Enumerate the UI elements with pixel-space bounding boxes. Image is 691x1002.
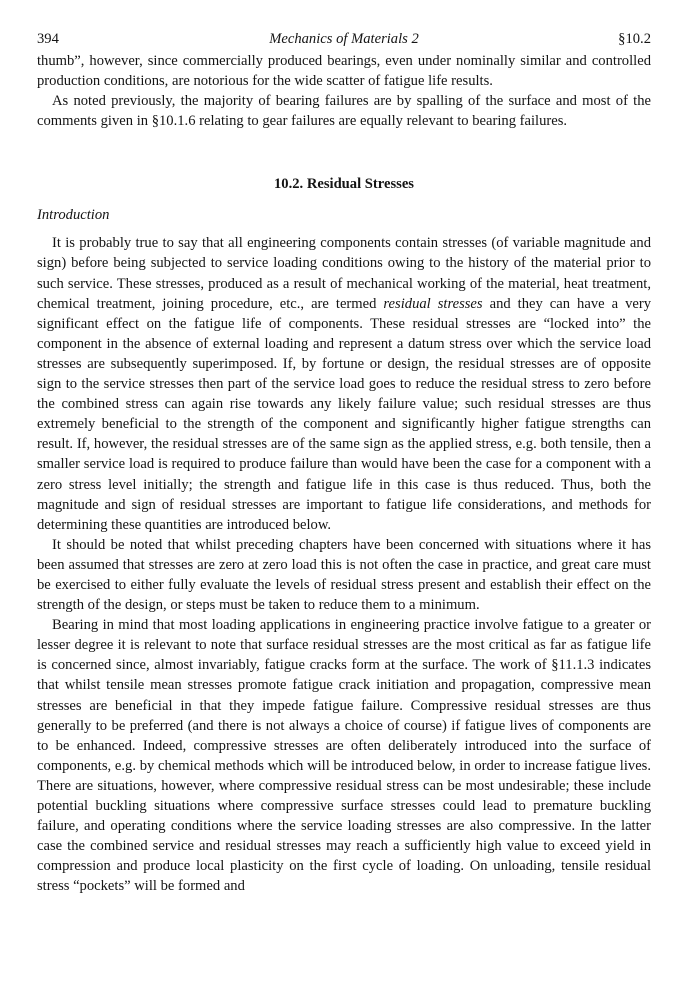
continued-paragraph: thumb”, however, since commercially produced bearings, even under nominally similar and controlled production conditions, are notorious for the wide scatter of fatigue life results. bbox=[37, 53, 651, 90]
body-paragraph: As noted previously, the majority of bearing failures are by spalling of the surface and most of the comments given in §10.1.6 relating to gear failures are equally relevant to bearing failures. bbox=[37, 93, 651, 130]
paragraph-text: It is probably true to say that all engineering components contain stresses (of variable magnitude and sign) before being subjected to service loading conditions owing to the history of the material prior to such service. These stresses, produced as a result of mechanical working of the material, heat treatment, chemical treatment, joining procedure, etc., are termed bbox=[37, 235, 651, 312]
subsection-heading: Introduction bbox=[37, 207, 110, 224]
body-paragraph bbox=[37, 233, 651, 534]
paragraph-text: and they can have a very significant effect on the fatigue life of components. These residual stresses are “locked into” the component in the absence of external loading and represent a datum stress over which the service load stresses are subsequently superimposed. If, by fortune or design, the residual stresses are of opposite sign to the service stresses then part of the service load goes to reduce the residual stress to zero before the combined stress can again rise towards any likely failure value; such residual stresses are thus extremely beneficial to the strength of the component and significantly higher fatigue strengths can result. If, however, the residual stresses are of the same sign as the applied stress, e.g. both tensile, then a smaller service load is required to produce failure than would have been the case for a component with a zero stress level initially; the strength and fatigue life in this case is thus reduced. Thus, both the magnitude and sign of residual stresses are important to fatigue life considerations, and methods for determining these quantities are introduced below. bbox=[37, 295, 652, 533]
body-paragraph bbox=[37, 535, 651, 615]
book-title: Mechanics of Materials 2 bbox=[269, 31, 419, 47]
emphasized-term: residual stresses bbox=[383, 295, 483, 312]
section-reference: §10.2 bbox=[618, 31, 651, 47]
section-body bbox=[37, 233, 651, 896]
section-heading: 10.2. Residual Stresses bbox=[273, 176, 414, 193]
paragraph-text: It should be noted that whilst preceding chapters have been concerned with situations where it has been assumed that stresses are zero at zero load this is not often the case in practice, and great care must be exercised to either fully evaluate the levels of residual stress present and establish their effect on the strength of the design, or steps must be taken to reduce them to a minimum. bbox=[37, 536, 651, 614]
page-number: 394 bbox=[37, 31, 59, 47]
paragraph-text: Bearing in mind that most loading applications in engineering practice involve fatigue to a greater or lesser degree it is relevant to note that surface residual stresses are the most critical as far as fatigue life is concerned since, almost invariably, fatigue cracks form at the surface. The work of §11.1.3 indicates that whilst tensile mean stresses promote fatigue crack initiation and propagation, compressive mean stresses are beneficial in that they impede fatigue failure. Compressive residual stresses are thus generally to be preferred (and there is not always a choice of course) if fatigue lives of components are to be enhanced. Indeed, compressive stresses are often deliberately introduced into the surface of components, e.g. by chemical methods which will be introduced below, in order to increase fatigue lives. There are situations, however, where compressive residual stress can be most undesirable; these include potential buckling situations where compressive surface stresses could lead to premature buckling failure, and operating conditions where the service loading stresses are also compressive. In the latter case the combined service and residual stresses may reach a sufficiently high value to exceed yield in compression and produce local plasticity on the first cycle of loading. On unloading, tensile residual stress “pockets” will be formed and bbox=[37, 617, 651, 895]
body-paragraph bbox=[37, 615, 651, 896]
running-header bbox=[37, 29, 651, 51]
